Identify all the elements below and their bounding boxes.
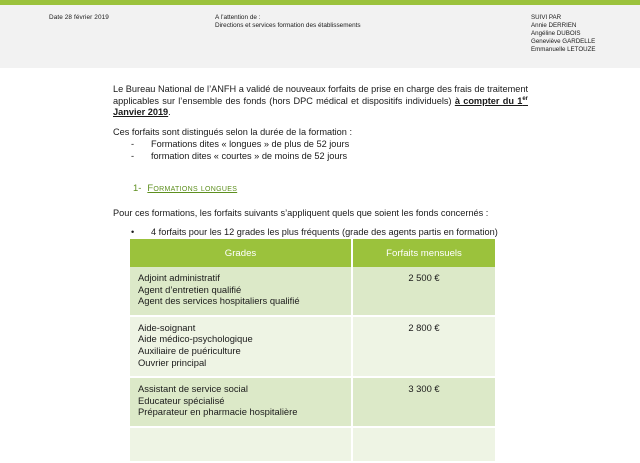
grade-name: Agent des services hospitaliers qualifié bbox=[138, 295, 300, 307]
forfait-amount: 2 500 € bbox=[352, 267, 495, 316]
table-row bbox=[130, 316, 495, 377]
forfaits-table bbox=[130, 239, 495, 463]
followed-by-name: Geneviève GARDELLE bbox=[531, 38, 596, 45]
distinction-lead: Ces forfaits sont distingués selon la durée de la formation : bbox=[113, 127, 353, 137]
distinction-item: - formation dites « courtes » de moins de 52 jours bbox=[131, 151, 348, 161]
col-header-grades: Grades bbox=[130, 239, 352, 267]
grade-name: Aide-soignant bbox=[138, 321, 196, 333]
attention-label: A l’attention de : bbox=[215, 14, 261, 21]
forfait-amount bbox=[352, 427, 495, 462]
col-header-forfaits: Forfaits mensuels bbox=[352, 239, 495, 267]
table-row bbox=[130, 267, 495, 316]
forfait-amount: 2 800 € bbox=[352, 316, 495, 377]
grade-name: Aide médico-psychologique bbox=[138, 333, 253, 345]
bullet-item: • 4 forfaits pour les 12 grades les plus fréquents (grade des agents partis en formation) bbox=[131, 227, 498, 237]
letter-date: Date 28 février 2019 bbox=[49, 14, 109, 21]
followed-by-label: SUIVI PAR bbox=[531, 14, 562, 21]
followed-by-name: Annie DERRIEN bbox=[531, 22, 577, 29]
grade-name: Adjoint administratif bbox=[138, 272, 220, 283]
table-row bbox=[130, 377, 495, 427]
grade-name: Educateur spécialisé bbox=[138, 394, 225, 406]
intro-effective-date: à compter du 1er Janvier 2019 bbox=[113, 95, 528, 117]
attention-recipients: Directions et services formation des établissements bbox=[215, 22, 361, 29]
intro-paragraph: Le Bureau National de l’ANFH a validé de nouveaux forfaits de prise en charge des frais de traitement applicables sur l’ensemble des fonds (hors DPC médical et dispositifs individuels) à compter du 1er Janvier 2019. bbox=[113, 84, 528, 117]
grade-name: Ouvrier principal bbox=[138, 356, 207, 368]
table-row bbox=[130, 427, 495, 462]
grade-name: Assistant de service social bbox=[138, 383, 248, 395]
followed-by-block bbox=[531, 14, 621, 54]
distinction-item: - Formations dites « longues » de plus de 52 jours bbox=[131, 139, 350, 149]
section-title: 1- Formations longues bbox=[133, 182, 238, 193]
grade-name: Préparateur en pharmacie hospitalière bbox=[138, 406, 298, 418]
grade-name: Auxiliaire de puériculture bbox=[138, 344, 241, 356]
followed-by-name: Emmanuelle LETOUZE bbox=[531, 46, 596, 53]
followed-by-name: Angéline DUBOIS bbox=[531, 30, 581, 37]
forfait-amount: 3 300 € bbox=[352, 377, 495, 427]
grade-name: Agent d’entretien qualifié bbox=[138, 283, 242, 295]
letter-header bbox=[0, 5, 640, 68]
section-lead: Pour ces formations, les forfaits suivants s’appliquent quels que soient les fonds concernés : bbox=[113, 208, 489, 218]
intro-text: Le Bureau National de l’ANFH a validé de nouveaux forfaits de prise en charge des frais de traitement applicables sur l’ensemble des fonds (hors DPC médical et dispositifs individuels) bbox=[113, 84, 528, 106]
